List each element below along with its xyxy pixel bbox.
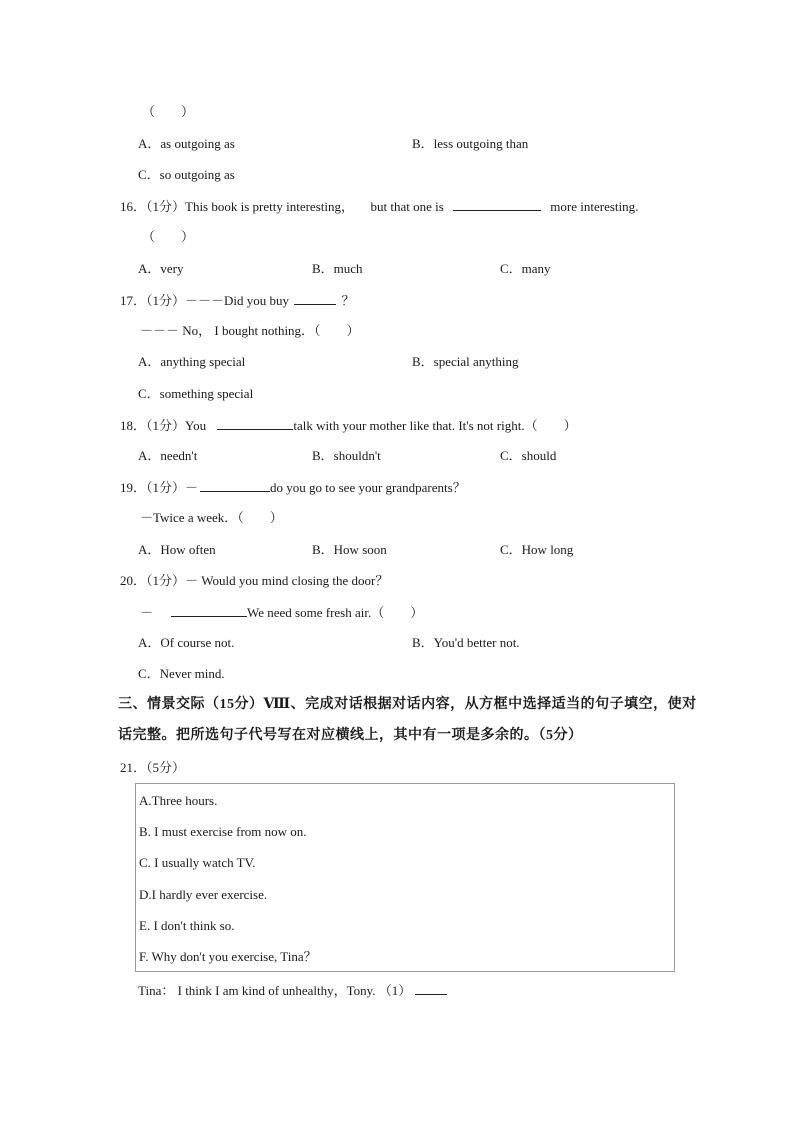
q21-box-item-b: B. I must exercise from now on. <box>139 824 307 839</box>
q20-option-c: C．Never mind. <box>138 666 225 681</box>
q21-box-item-c: C. I usually watch TV. <box>139 855 256 870</box>
q18-stem-end: talk with your mother like that. It's not right.（ ） <box>293 418 577 433</box>
q15-option-b: B．less outgoing than <box>412 136 529 151</box>
q16-stem-c: more interesting. <box>550 199 639 214</box>
q16-option-b: B．much <box>312 261 363 276</box>
q19-option-c: C．How long <box>500 542 574 557</box>
q19-line2: －Twice a week．（ ） <box>140 510 283 525</box>
q18-option-c: C．should <box>500 448 557 463</box>
q18-stem <box>120 417 577 434</box>
q16-stem-a: 16．（1分）This book is pretty interesting， <box>120 199 354 214</box>
q16-stem-b: but that one is <box>370 199 444 214</box>
q21-dialog-text: Tina： I think I am kind of unhealthy，Tony. （1） <box>138 983 412 998</box>
q15-option-a: A．as outgoing as <box>138 136 235 151</box>
q18-stem-text: 18．（1分）You <box>120 418 207 433</box>
q16-paren: （ ） <box>142 229 195 244</box>
q19-stem-end: do you go to see your grandparents？ <box>270 480 466 495</box>
q19-stem-text: 19．（1分）－ <box>120 480 199 495</box>
q21-options-box <box>135 783 675 972</box>
q16-stem <box>120 198 638 215</box>
q19-option-b: B．How soon <box>312 542 387 557</box>
q16-answer-blank[interactable] <box>453 198 541 211</box>
section3-heading-line1: 三、情景交际（15分）Ⅷ、完成对话根据对话内容，从方框中选择适当的句子填空，使对 <box>118 697 697 712</box>
q20-option-a: A．Of course not. <box>138 635 235 650</box>
q20-stem: 20．（1分）－ Would you mind closing the door？ <box>120 573 389 588</box>
q21-dialog-line1 <box>138 982 447 999</box>
q17-option-a: A．anything special <box>138 354 246 369</box>
q15-paren: （ ） <box>142 104 195 119</box>
q17-option-b: B．special anything <box>412 354 519 369</box>
q19-option-a: A．How often <box>138 542 216 557</box>
q17-line2: －－－ No， I bought nothing．（ ） <box>140 323 360 338</box>
q21-box-item-d: D.I hardly ever exercise. <box>139 887 268 902</box>
q21-box-item-e: E. I don't think so. <box>139 918 235 933</box>
q18-answer-blank[interactable] <box>217 417 293 430</box>
q21-stem: 21．（5分） <box>120 760 186 775</box>
q16-option-c: C．many <box>500 261 551 276</box>
q17-stem-end: ？ <box>341 293 355 308</box>
q17-stem-text: 17．（1分）－－－Did you buy <box>120 293 290 308</box>
q20-option-b: B．You'd better not. <box>412 635 520 650</box>
q21-box-item-a: A.Three hours. <box>139 793 218 808</box>
q16-option-a: A．very <box>138 261 184 276</box>
q17-stem <box>120 292 355 309</box>
q20-answer-blank[interactable] <box>171 604 247 617</box>
q20-line2-dash: － <box>140 605 154 620</box>
q20-line2-text: We need some fresh air.（ ） <box>247 605 424 620</box>
q20-line2 <box>140 604 423 621</box>
q17-answer-blank[interactable] <box>294 292 336 305</box>
q18-option-a: A．needn't <box>138 448 198 463</box>
q21-answer-blank-1[interactable] <box>415 982 447 995</box>
q19-answer-blank[interactable] <box>200 479 270 492</box>
q17-option-c: C．something special <box>138 386 254 401</box>
q15-option-c: C．so outgoing as <box>138 167 235 182</box>
q19-stem <box>120 479 466 496</box>
q21-box-item-f: F. Why don't you exercise, Tina？ <box>139 949 317 964</box>
q18-option-b: B．shouldn't <box>312 448 381 463</box>
section3-heading-line2: 话完整。把所选句子代号写在对应横线上，其中有一项是多余的。（5分） <box>118 728 583 743</box>
